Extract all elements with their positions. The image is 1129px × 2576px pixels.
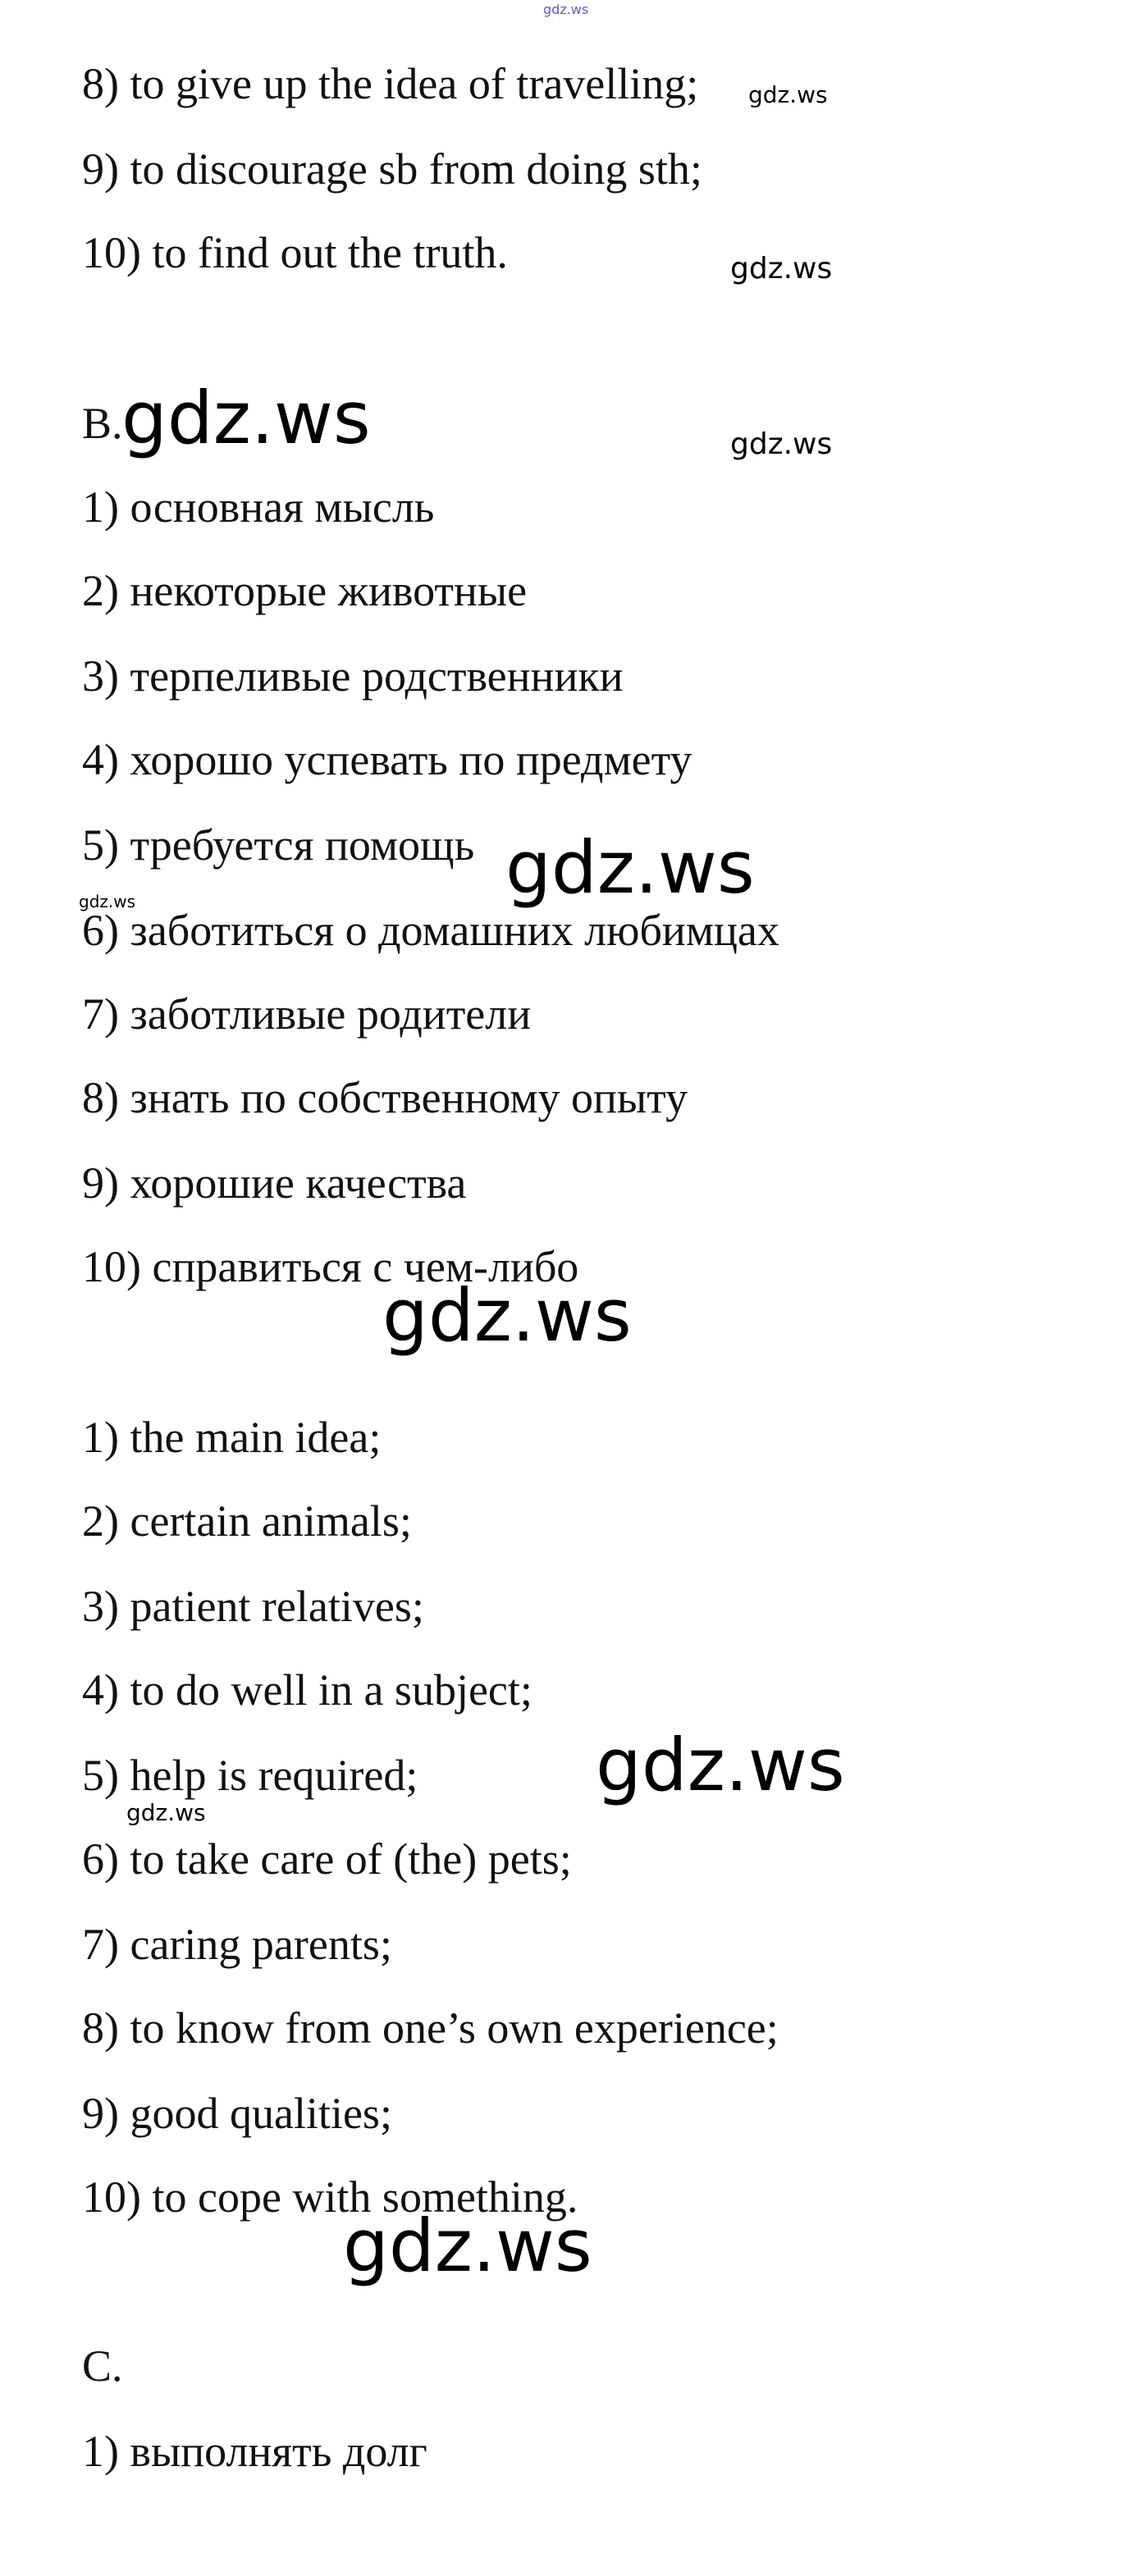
list-item: 4) хорошо успевать по предмету	[82, 735, 692, 784]
list-item: 2) certain animals;	[82, 1496, 412, 1546]
list-item: 6) заботиться о домашних любимцах	[82, 906, 779, 955]
watermark-big: gdz.ws	[505, 825, 755, 910]
watermark-big: gdz.ws	[343, 2204, 592, 2288]
watermark-big: gdz.ws	[382, 1273, 632, 1358]
list-item: 2) некоторые животные	[82, 566, 528, 615]
list-item: 9) to discourage sb from doing sth;	[82, 144, 702, 194]
list-item: 4) to do well in a subject;	[82, 1665, 533, 1715]
list-item: 10) to find out the truth.	[82, 228, 508, 277]
watermark-mid: gdz.ws	[730, 252, 833, 285]
list-item: 5) help is required;	[82, 1751, 418, 1800]
list-item: 5) требуется помощь	[82, 820, 475, 870]
list-item: 8) to give up the idea of travelling;	[82, 59, 699, 108]
list-item: 1) основная мысль	[82, 482, 435, 532]
section-b-label: B.	[82, 399, 123, 448]
list-item: 7) caring parents;	[82, 1920, 392, 1969]
list-item: 9) хорошие качества	[82, 1158, 467, 1208]
list-item: 7) заботливые родители	[82, 989, 532, 1039]
list-item: 10) to cope with something.	[82, 2172, 578, 2222]
list-item: 6) to take care of (the) pets;	[82, 1834, 572, 1884]
watermark-small: gdz.ws	[126, 1799, 206, 1826]
list-item: 3) терпеливые родственники	[82, 651, 624, 701]
list-item: 1) выполнять долг	[82, 2427, 427, 2476]
watermark-small: gdz.ws	[748, 81, 828, 108]
list-item: 8) знать по собственному опыту	[82, 1073, 688, 1122]
watermark-big: gdz.ws	[596, 1723, 845, 1807]
list-item: 9) good qualities;	[82, 2089, 392, 2138]
watermark-big: gdz.ws	[121, 376, 371, 460]
section-c-label: C.	[82, 2341, 123, 2391]
watermark-top: gdz.ws	[543, 2, 589, 17]
list-item: 3) patient relatives;	[82, 1582, 424, 1631]
watermark-mid: gdz.ws	[730, 427, 833, 461]
list-item: 10) справиться с чем-либо	[82, 1242, 579, 1291]
list-item: 8) to know from one’s own experience;	[82, 2003, 779, 2053]
list-item: 1) the main idea;	[82, 1413, 382, 1462]
watermark-tiny: gdz.ws	[79, 892, 136, 911]
